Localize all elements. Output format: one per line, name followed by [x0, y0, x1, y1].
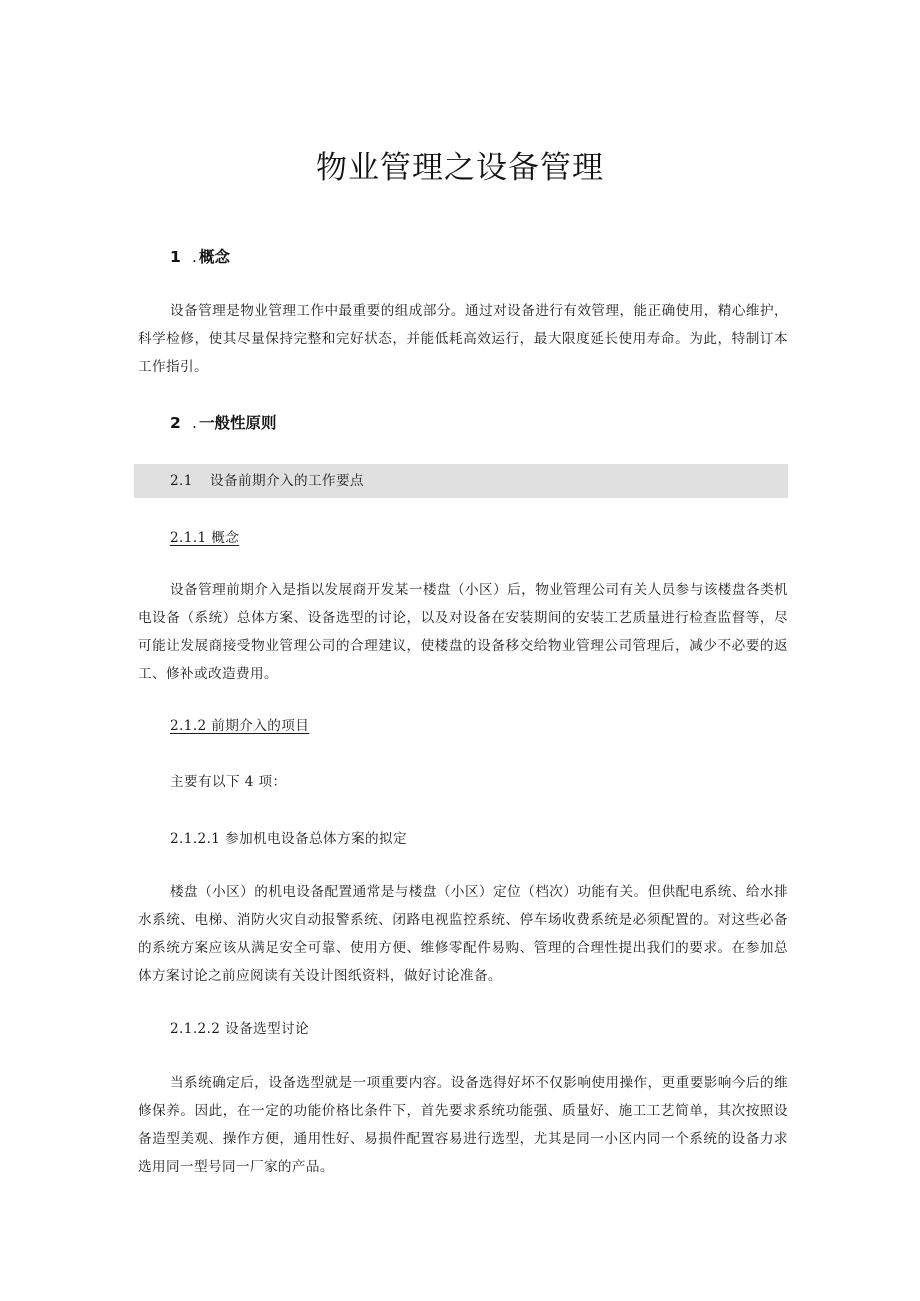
document-title: 物业管理之设备管理 [316, 150, 604, 186]
section-2-1-2-1-heading: 2.1.2.1 参加机电设备总体方案的拟定 [170, 831, 407, 847]
section-1-paragraph: 设备管理是物业管理工作中最重要的组成部分。通过对设备进行有效管理，能正确使用，精心维护，科学检修，使其尽量保持完整和完好状态，并能低耗高效运行，最大限度延长使用寿命。为此，特制订本工作指引。 [138, 303, 788, 375]
section-2-1-2-heading: 2.1.2 前期介入的项目 [170, 718, 310, 734]
section-2-1-title: 设备前期介入的工作要点 [210, 473, 364, 489]
section-1-title: 概念 [198, 248, 230, 266]
section-2-number: 2 [170, 414, 181, 432]
section-1-number: 1 [170, 248, 181, 266]
section-2-1-2-1-paragraph: 楼盘（小区）的机电设备配置通常是与楼盘（小区）定位（档次）功能有关。但供配电系统、给水排水系统、电梯、消防火灾自动报警系统、闭路电视监控系统、停车场收费系统是必须配置的。对这些必备的系统方案应该从满足安全可靠、使用方便、维修零配件易购、管理的合理性提出我们的要求。在参加总体方案讨论之前应阅读有关设计图纸资料，做好讨论准备。 [138, 884, 788, 984]
section-2-1-band [134, 464, 788, 498]
section-1-heading [170, 246, 230, 268]
section-2-1-number: 2.1 [170, 473, 193, 489]
section-2-title: 一般性原则 [198, 414, 277, 432]
section-2-1-1-heading: 2.1.1 概念 [170, 530, 240, 546]
section-2-1-1-paragraph: 设备管理前期介入是指以发展商开发某一楼盘（小区）后，物业管理公司有关人员参与该楼盘各类机电设备（系统）总体方案、设备选型的讨论，以及对设备在安装期间的安装工艺质量进行检查监督等，尽可能让发展商接受物业管理公司的合理建议，使楼盘的设备移交给物业管理公司管理后，减少不必要的返工、修补或改造费用。 [138, 582, 788, 682]
section-2-1-2-2-heading: 2.1.2.2 设备选型讨论 [170, 1021, 310, 1037]
section-2-heading [170, 412, 276, 434]
section-2-dot: . [192, 414, 197, 432]
section-2-1-2-2-paragraph: 当系统确定后，设备选型就是一项重要内容。设备选得好坏不仅影响使用操作，更重要影响今后的维修保养。因此，在一定的功能价格比条件下，首先要求系统功能强、质量好、施工工艺简单，其次按照设备造型美观、操作方便，通用性好、易损件配置容易进行选型，尤其是同一小区内同一个系统的设备力求选用同一型号同一厂家的产品。 [138, 1075, 788, 1175]
section-1-dot: . [192, 248, 197, 266]
section-2-1-2-intro: 主要有以下 4 项： [170, 774, 287, 790]
